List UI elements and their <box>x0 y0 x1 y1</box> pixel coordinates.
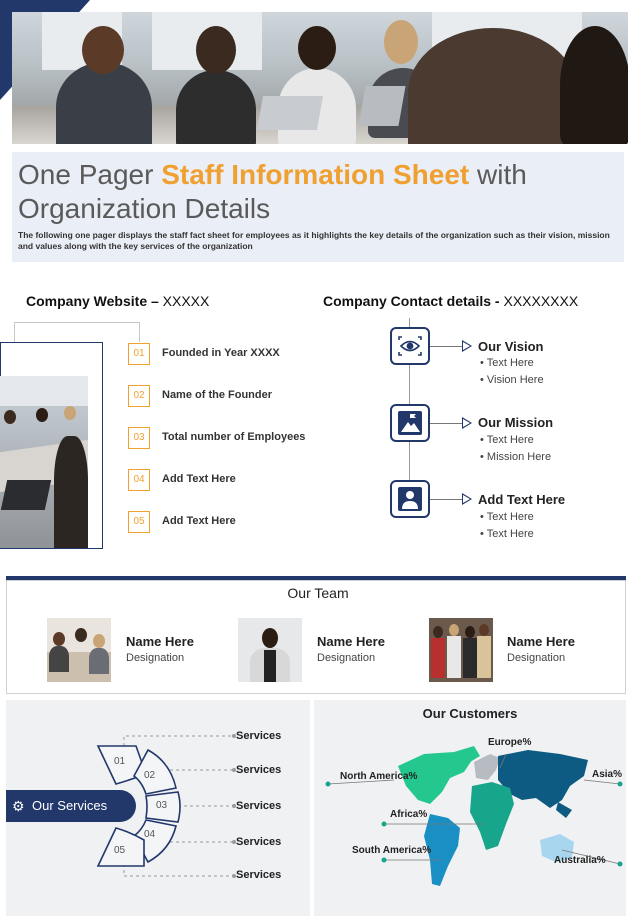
service-segment-number: 02 <box>144 770 156 781</box>
team-member-photo <box>47 618 111 682</box>
fact-number: 04 <box>128 469 150 491</box>
service-segment-number: 03 <box>156 800 168 811</box>
mission-title: Our Mission <box>478 415 554 430</box>
team-member-photo <box>429 618 493 682</box>
person-icon <box>390 480 430 518</box>
team-member-designation: Designation <box>126 652 185 664</box>
fact-text: Total number of Employees <box>162 431 306 443</box>
service-item: Services <box>236 730 282 742</box>
frame-line <box>14 322 140 342</box>
our-services-label: ⚙ Our Services <box>6 790 136 822</box>
service-item: Services <box>236 800 282 812</box>
vision-bullet: • Text Here <box>480 357 534 369</box>
service-segment-number: 05 <box>114 845 126 856</box>
fact-text: Add Text Here <box>162 515 236 527</box>
fact-text: Name of the Founder <box>162 389 273 401</box>
hero-photo <box>12 12 628 144</box>
region-label: Asia% <box>592 769 623 780</box>
team-title: Our Team <box>287 585 349 601</box>
fact-text: Founded in Year XXXX <box>162 347 280 359</box>
arrow-icon <box>462 417 472 429</box>
arrow-icon <box>462 340 472 352</box>
region-label: Australia% <box>554 855 606 866</box>
title-highlight: Staff Information Sheet <box>161 159 470 190</box>
connector-line <box>409 442 410 480</box>
fact-text: Add Text Here <box>162 473 236 485</box>
values-bullet: • Text Here <box>480 511 534 523</box>
customers-title: Our Customers <box>422 706 518 721</box>
region-label: Europe% <box>488 737 532 748</box>
region-label: North America% <box>340 771 418 782</box>
page-description: The following one pager displays the staff fact sheet for employees as it highlights the key details of the organization such as their vision, mission and values along with the key services of the organization <box>18 230 610 251</box>
service-item: Services <box>236 869 282 881</box>
mission-bullet: • Mission Here <box>480 451 552 463</box>
vision-title: Our Vision <box>478 339 544 354</box>
team-member-designation: Designation <box>507 652 566 664</box>
team-member-photo <box>238 618 302 682</box>
fact-number: 03 <box>128 427 150 449</box>
service-item: Services <box>236 764 282 776</box>
eye-icon <box>390 327 430 365</box>
arrow-icon <box>462 493 472 505</box>
team-member-designation: Designation <box>317 652 376 664</box>
connector-line <box>430 423 464 424</box>
mountain-flag-icon <box>390 404 430 442</box>
world-map <box>314 700 626 916</box>
team-member-name: Name Here <box>507 634 575 649</box>
page-title: One Pager Staff Information Sheet with Organization Details <box>18 159 527 224</box>
office-photo <box>0 376 88 548</box>
connector-line <box>430 346 464 347</box>
vision-bullet: • Vision Here <box>480 374 544 386</box>
mission-bullet: • Text Here <box>480 434 534 446</box>
company-website: Company Website – XXXXX <box>26 293 210 309</box>
team-member-name: Name Here <box>126 634 194 649</box>
region-label: South America% <box>352 845 432 856</box>
connector-line <box>409 364 410 404</box>
fact-number: 02 <box>128 385 150 407</box>
title-block <box>12 152 624 262</box>
fact-number: 05 <box>128 511 150 533</box>
company-contact: Company Contact details - XXXXXXXX <box>323 293 579 309</box>
fact-number: 01 <box>128 343 150 365</box>
gears-icon: ⚙ <box>12 798 25 814</box>
service-item: Services <box>236 836 282 848</box>
values-title: Add Text Here <box>478 492 566 507</box>
region-label: Africa% <box>390 809 428 820</box>
connector-line <box>430 499 464 500</box>
service-segment-number: 01 <box>114 756 126 767</box>
values-bullet: • Text Here <box>480 528 534 540</box>
team-member-name: Name Here <box>317 634 385 649</box>
service-segment-number: 04 <box>144 829 156 840</box>
